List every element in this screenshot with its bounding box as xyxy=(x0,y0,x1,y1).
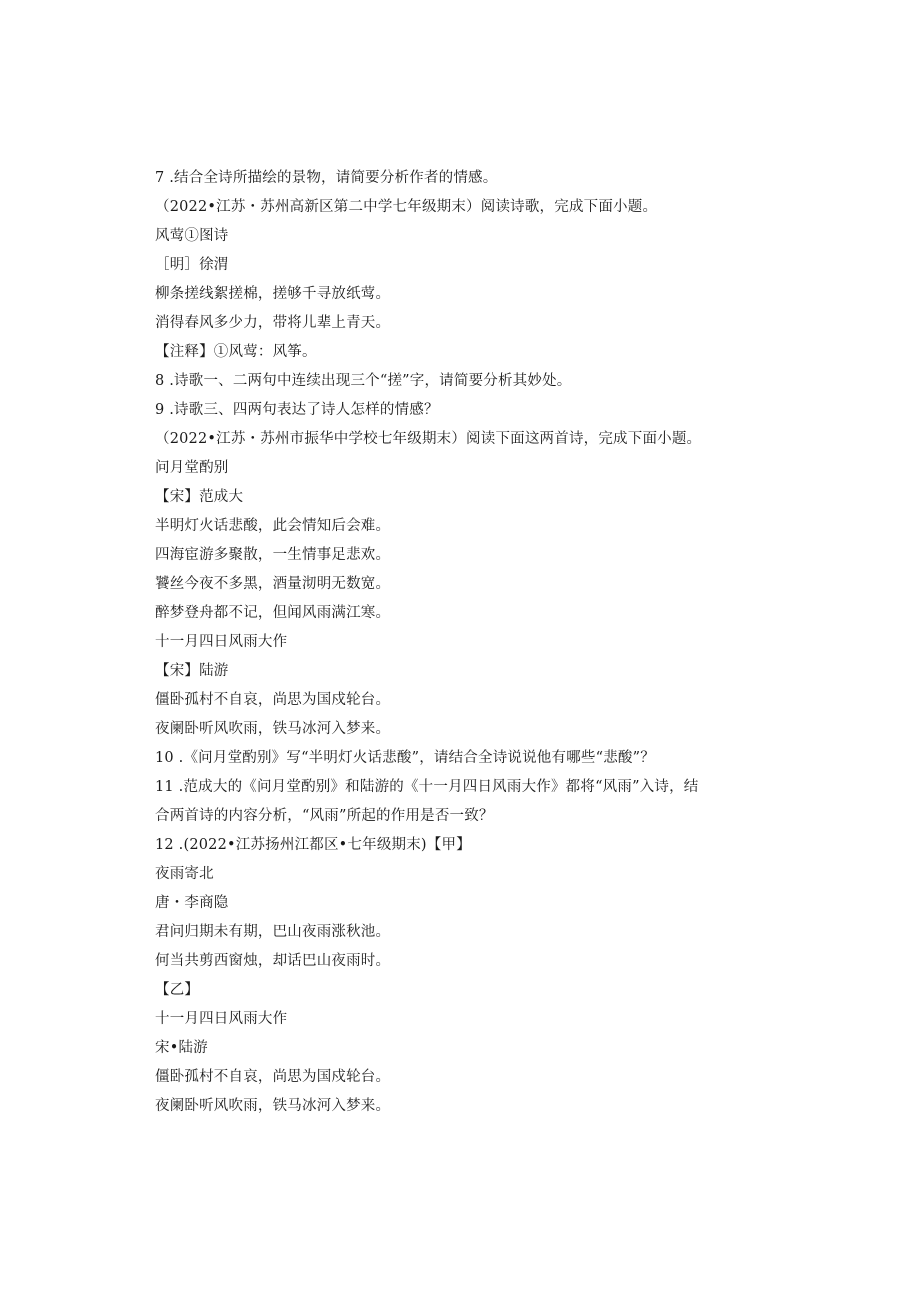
poem-line: 何当共剪西窗烛，却话巴山夜雨时。 xyxy=(155,953,391,969)
poem-author-fanchengda: 【宋】范成大 xyxy=(155,489,244,505)
poem-line: 四海宦游多聚散，一生情事足悲欢。 xyxy=(155,547,391,563)
poem-line: 僵卧孤村不自哀，尚思为国戍轮台。 xyxy=(155,1069,391,1085)
question-11: 11 .范成大的《问月堂酌别》和陆游的《十一月四日风雨大作》都将“风雨”入诗，结 xyxy=(155,779,699,795)
poem-author-xuwei: ［明］徐渭 xyxy=(155,257,229,273)
question-12: 12 .(2022•江苏扬州江都区•七年级期末)【甲】 xyxy=(155,837,471,853)
poem-annotation: 【注释】①风莺：风筝。 xyxy=(155,344,317,360)
poem-title-wenyuetang: 问月堂酌别 xyxy=(155,460,229,476)
question-10: 10 .《问月堂酌别》写“半明灯火话悲酸”，请结合全诗说说他有哪些“悲酸”？ xyxy=(155,750,655,766)
poem-line: 夜阑卧听风吹雨，铁马冰河入梦来。 xyxy=(155,1098,391,1114)
poem-author-luyou-2: 宋•陆游 xyxy=(155,1040,208,1056)
question-11-continued: 合两首诗的内容分析，“风雨”所起的作用是否一致？ xyxy=(155,808,494,824)
poem-author-luyou: 【宋】陆游 xyxy=(155,663,229,679)
poem-line: 半明灯火话悲酸，此会情知后会难。 xyxy=(155,518,391,534)
poem-line: 消得春风多少力，带将儿辈上青天。 xyxy=(155,315,391,331)
poem-line: 柳条搓线絮搓棉，搓够千寻放纸莺。 xyxy=(155,286,391,302)
document-page xyxy=(155,164,765,1121)
poem-title-fengyu: 十一月四日风雨大作 xyxy=(155,634,288,650)
poem-line: 夜阑卧听风吹雨，铁马冰河入梦来。 xyxy=(155,721,391,737)
question-8: 8 .诗歌一、二两句中连续出现三个“搓”字，请简要分析其妙处。 xyxy=(155,373,572,389)
question-9: 9 .诗歌三、四两句表达了诗人怎样的情感？ xyxy=(155,402,439,418)
poem-line: 君问归期未有期，巴山夜雨涨秋池。 xyxy=(155,924,391,940)
passage-source-1: （2022•江苏・苏州高新区第二中学七年级期末）阅读诗歌，完成下面小题。 xyxy=(155,199,658,215)
poem-line: 僵卧孤村不自哀，尚思为国戍轮台。 xyxy=(155,692,391,708)
poem-line: 醉梦登舟都不记，但闻风雨满江寒。 xyxy=(155,605,391,621)
poem-title-yeyujibei: 夜雨寄北 xyxy=(155,866,214,882)
poem-line: 饕丝今夜不多黑，酒量沏明无数宽。 xyxy=(155,576,391,592)
section-marker-yi: 【乙】 xyxy=(155,982,200,998)
passage-source-2: （2022•江苏・苏州市振华中学校七年级期末）阅读下面这两首诗，完成下面小题。 xyxy=(155,431,702,447)
poem-title-fengyu-2: 十一月四日风雨大作 xyxy=(155,1011,288,1027)
poem-title-fengying: 风莺①图诗 xyxy=(155,228,229,244)
poem-author-lishangyin: 唐・李商隐 xyxy=(155,895,229,911)
question-7: 7 .结合全诗所描绘的景物，请简要分析作者的情感。 xyxy=(155,170,498,186)
